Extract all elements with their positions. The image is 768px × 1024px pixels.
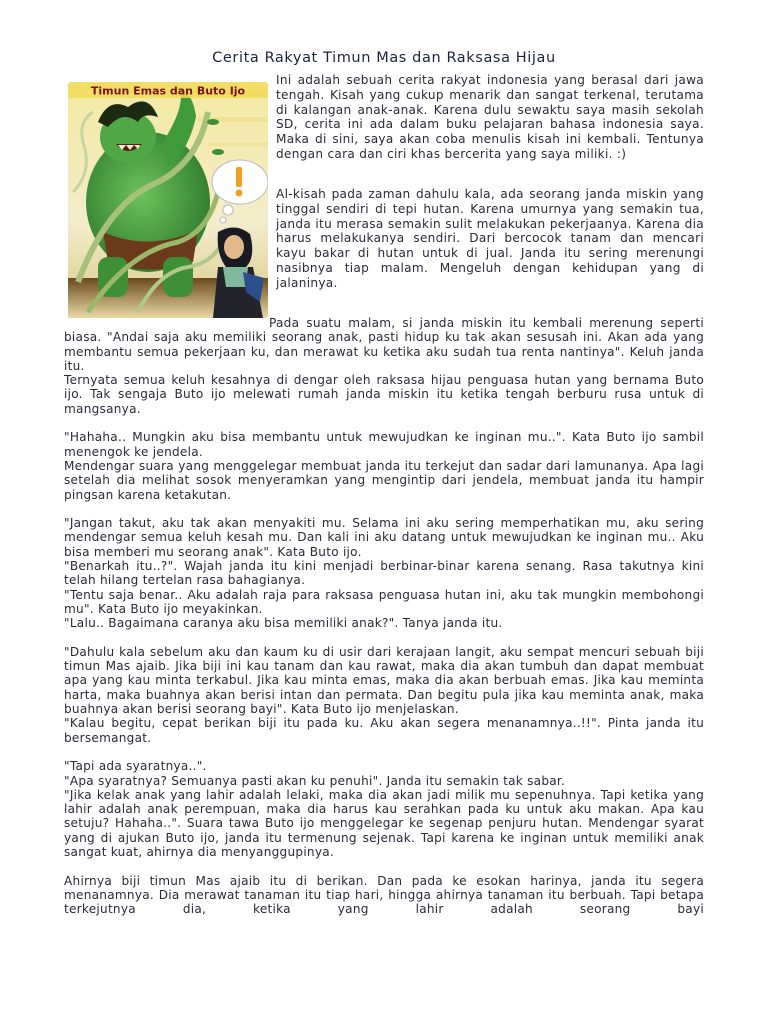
illustration-buto-ijo-and-girl-icon	[68, 82, 268, 318]
story-paragraph-6: "Benarkah itu..?". Wajah janda itu kini menjadi berbinar-binar karena senang. Rasa takutnya kini telah hilang tertelan rasa bahagianya.	[64, 559, 704, 588]
story-paragraph-1: Pada suatu malam, si janda miskin itu kembali merenung seperti biasa. "Andai saja aku memiliki seorang anak, pasti hidup ku tak akan sesusah ini. Akan ada yang membantu semua pekerjaan ku, dan merawat ku ketika aku sudah tua renta nantinya". Keluh janda itu.	[64, 316, 704, 373]
story-paragraph-3: "Hahaha.. Mungkin aku bisa membantu untuk mewujudkan ke inginan mu..". Kata Buto ijo sambil menengok ke jendela.	[64, 430, 704, 459]
intro-paragraph	[276, 73, 704, 162]
story-illustration	[68, 82, 268, 318]
story-paragraph-4: Mendengar suara yang menggelegar membuat janda itu terkejut dan sadar dari lamunanya. Apa lagi setelah dia melihat sosok menyeramkan yang mengintip dari jendela, membuat janda itu hampir pingsan karena ketakutan.	[64, 458, 704, 502]
alkisah-text: Al-kisah pada zaman dahulu kala, ada seorang janda miskin yang tinggal sendiri di tepi hutan. Karena umurnya yang semakin tua, janda itu merasa semakin sulit melakukan pekerjaanya. Karena dia harus melakukanya sendiri. Dari bercocok tanam dan mencari kayu bakar di hutan untuk di jual. Janda itu sering merenungi nasibnya tiap malam. Mengeluh dengan kehidupan yang di jalaninya.	[276, 187, 704, 290]
story-paragraph-10: "Kalau begitu, cepat berikan biji itu pada ku. Aku akan segera menanamnya..!!". Pinta janda itu bersemangat.	[64, 716, 704, 745]
story-paragraph-12: "Apa syaratnya? Semuanya pasti akan ku penuhi". Janda itu semakin tak sabar.	[64, 773, 566, 788]
paragraph-spacer	[64, 745, 704, 759]
story-paragraph-9: "Dahulu kala sebelum aku dan kaum ku di usir dari kerajaan langit, aku sempat mencuri sebuah biji timun Mas ajaib. Jika biji ini kau tanam dan kau rawat, maka dia akan tumbuh dan dapat membuat apa yang kau minta terkabul. Jika kau minta emas, maka dia akan berbuah emas. Jika kau meminta harta, maka buahnya akan berisi intan dan permata. Dan begitu pula jika kau meminta anak, maka buahnya akan berisi seorang bayi". Kata Buto ijo menjelaskan.	[64, 644, 704, 717]
intro-text: Ini adalah sebuah cerita rakyat indonesia yang berasal dari jawa tengah. Kisah yang cukup menarik dan sangat terkenal, terutama di kalangan anak-anak. Karena dulu sewaktu saya masih sekolah SD, cerita ini ada dalam buku pelajaran bahasa indonesia saya. Maka di sini, saya akan coba menulis kisah ini kembali. Tentunya dengan cara dan ciri khas bercerita yang saya miliki. :)	[276, 73, 704, 161]
paragraph-spacer	[64, 502, 704, 516]
story-paragraph-14: Ahirnya biji timun Mas ajaib itu di berikan. Dan pada ke esokan harinya, janda itu segera menanamnya. Dia merawat tanaman itu tiap hari, hingga ahirnya tanaman itu berbuah. Tapi betapa terkejutnya dia, ketika yang lahir adalah seorang bayi	[64, 873, 704, 917]
story-paragraph-13: "Jika kelak anak yang lahir adalah lelaki, maka dia akan jadi milik mu sepenuhnya. Tapi ketika yang lahir adalah anak perempuan, maka dia harus kau serahkan pada ku untuk aku makan. Apa kau setuju? Hahaha..". Suara tawa Buto ijo menggelegar ke segenap penjuru hutan. Mendengar syarat yang di ajukan Buto ijo, janda itu termenung sejenak. Tapi karena ke inginan untuk memiliki anak sangat kuat, ahirnya dia menyanggupinya.	[64, 787, 704, 859]
story-body	[64, 316, 704, 916]
story-paragraph-7: "Tentu saja benar.. Aku adalah raja para raksasa penguasa hutan ini, aku tak mungkin membohongi mu". Kata Buto ijo meyakinkan.	[64, 587, 704, 616]
svg-text:Timun Emas dan Buto Ijo: Timun Emas dan Buto Ijo	[90, 84, 246, 98]
paragraph-spacer	[64, 416, 704, 430]
paragraph-spacer	[64, 859, 704, 873]
story-paragraph-2: Ternyata semua keluh kesahnya di dengar oleh raksasa hijau penguasa hutan yang bernama Buto ijo. Tak sengaja Buto ijo melewati rumah janda miskin itu ketika tengah berburu rusa untuk di mangsanya.	[64, 373, 704, 416]
alkisah-paragraph	[276, 187, 704, 291]
paragraph-spacer	[64, 631, 704, 645]
story-paragraph-5: "Jangan takut, aku tak akan menyakiti mu. Selama ini aku sering memperhatikan mu, aku sering mendengar semua keluh kesah mu. Dan kali ini aku datang untuk mewujudkan ke inginan mu.. Aku bisa memberi mu seorang anak". Kata Buto ijo.	[64, 516, 704, 559]
story-paragraph-8: "Lalu.. Bagaimana caranya aku bisa memiliki anak?". Tanya janda itu.	[64, 616, 503, 631]
page-title: Cerita Rakyat Timun Mas dan Raksasa Hijau	[212, 49, 556, 66]
story-paragraph-11: "Tapi ada syaratnya..".	[64, 759, 207, 774]
